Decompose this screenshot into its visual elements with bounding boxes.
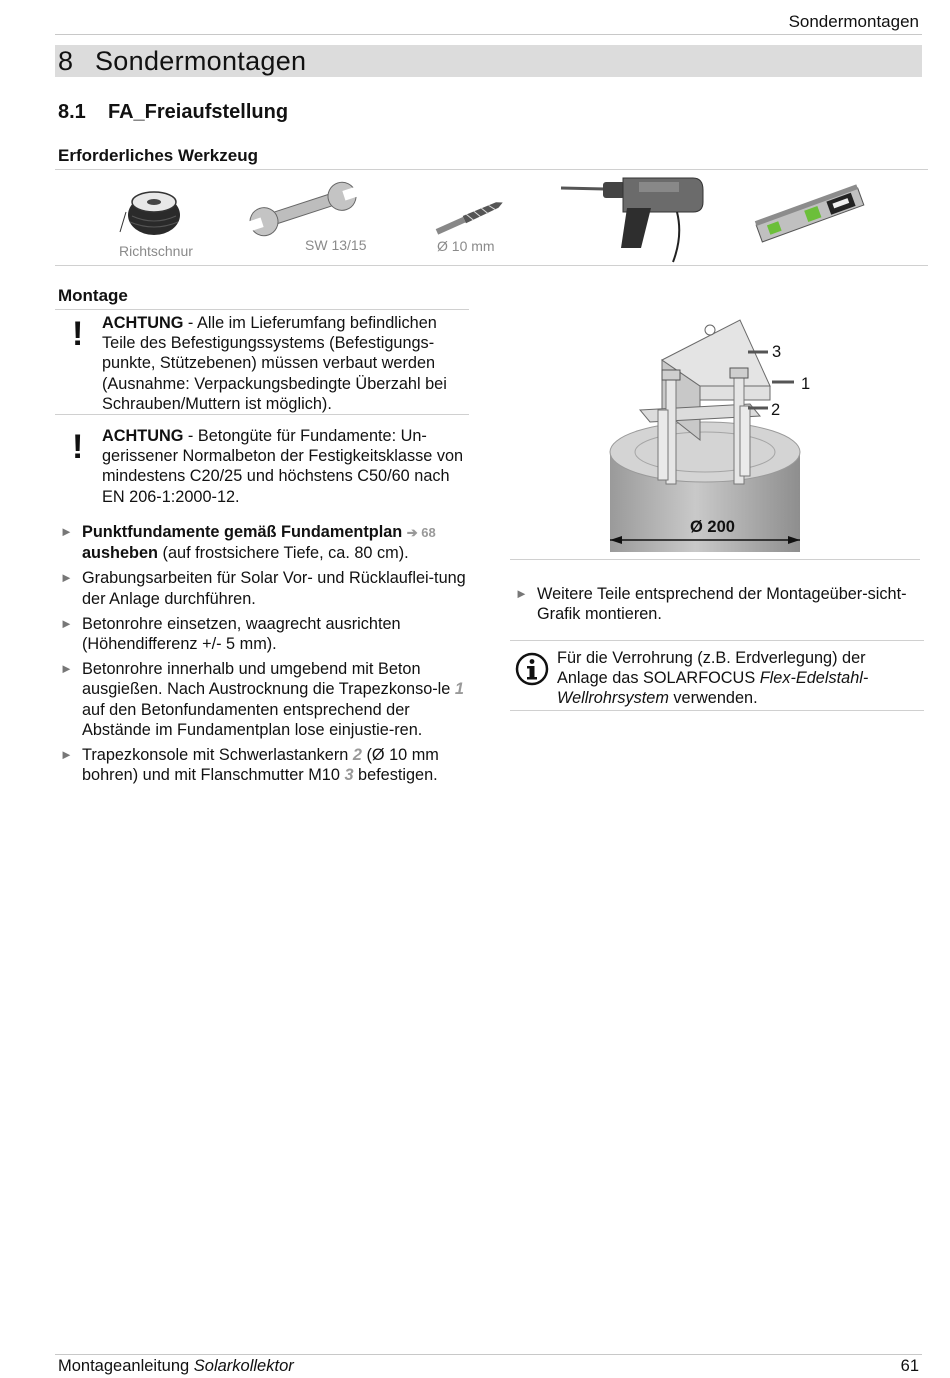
warning-body: - Alle im Lieferumfang befindlichen Teile des Befestigungssystems (Befestigungs-punkte, Stützebenen) müssen verbaut werden (Ausnahme: Verpackungsbedingte Überzahl bei Schrauben/Muttern ist möglich). xyxy=(102,314,447,413)
callout-label: 2 xyxy=(771,401,781,419)
tool-caption-string-line: Richtschnur xyxy=(119,243,193,259)
page-number: 61 xyxy=(900,1357,919,1375)
step-list xyxy=(60,522,470,790)
bullet-triangle-icon: ► xyxy=(60,747,73,763)
drill-bit-icon xyxy=(428,198,508,238)
footer-title-italic: Solarkollektor xyxy=(193,1357,294,1375)
warning-body: - Betongüte für Fundamente: Un-gerissener Normalbeton der Festigkeitsklasse von mindestens C20/25 und höchstens C50/60 nach EN 206-1:2000-12. xyxy=(102,427,464,506)
figure-divider xyxy=(510,559,920,560)
footer-divider xyxy=(55,1354,922,1355)
step-text: befestigen. xyxy=(353,766,438,785)
chapter-title xyxy=(58,45,306,77)
step-text: Trapezkonsole mit Schwerlastankern xyxy=(82,746,353,765)
tool-caption-drill-bit: Ø 10 mm xyxy=(437,238,495,254)
chapter-title-text: Sondermontagen xyxy=(95,46,307,76)
warning-label: ACHTUNG xyxy=(102,314,184,332)
warning-text xyxy=(102,313,472,414)
bullet-triangle-icon: ► xyxy=(60,661,73,677)
warning-box xyxy=(55,426,469,508)
warning-divider xyxy=(55,414,469,415)
footer-title-text: Montageanleitung xyxy=(58,1357,194,1375)
section-number: 8.1 xyxy=(58,101,86,123)
exclamation-icon: ! xyxy=(72,315,84,353)
tools-heading: Erforderliches Werkzeug xyxy=(58,146,258,165)
exclamation-icon: ! xyxy=(72,428,84,466)
info-top-divider xyxy=(510,640,924,641)
open-end-wrench-icon xyxy=(244,178,362,240)
warning-label: ACHTUNG xyxy=(102,427,184,445)
footer-title xyxy=(58,1357,294,1376)
power-drill-icon xyxy=(557,172,707,264)
info-box xyxy=(510,645,924,709)
info-text-part: Für die Verrohrung (z.B. Erdverlegung) der Anlage das SOLARFOCUS xyxy=(557,649,866,688)
position-number: 2 xyxy=(352,746,362,765)
list-item xyxy=(60,522,470,563)
step-text: (Ø 10 mm bohren) und mit Flanschmutter M10 xyxy=(82,746,439,785)
tools-bottom-divider xyxy=(55,265,928,266)
page-reference-link[interactable]: ➔ 68 xyxy=(406,525,436,540)
step-bold-text: Punktfundamente gemäß Fundamentplan xyxy=(82,523,403,541)
step-text: Weitere Teile entsprechend der Montageüber-sicht-Grafik montieren. xyxy=(537,585,907,624)
list-item xyxy=(60,659,470,740)
step-text: auf den Betonfundamenten entsprechend der Abstände im Fundamentplan lose einjustie-ren. xyxy=(82,700,423,739)
bullet-triangle-icon: ► xyxy=(60,615,73,631)
header-divider xyxy=(55,34,922,35)
list-item xyxy=(60,745,470,785)
montage-heading: Montage xyxy=(58,286,128,305)
list-item xyxy=(515,584,927,624)
section-title xyxy=(58,101,288,124)
step-bold-text: ausheben xyxy=(82,544,159,563)
position-number: 1 xyxy=(454,680,464,699)
warning-text xyxy=(102,426,472,507)
bullet-triangle-icon: ► xyxy=(60,570,73,586)
info-icon xyxy=(515,652,549,686)
callout-label: 1 xyxy=(801,375,811,393)
step-text: Betonrohre innerhalb und umgebend mit Beton ausgießen. Nach Austrocknung die Trapezkonso-le xyxy=(82,660,455,699)
position-number: 3 xyxy=(344,766,354,785)
bullet-triangle-icon: ► xyxy=(60,524,73,539)
section-title-text: FA_Freiaufstellung xyxy=(108,101,289,123)
info-text-part: verwenden. xyxy=(668,689,758,708)
step-text: (auf frostsichere Tiefe, ca. 80 cm). xyxy=(158,544,409,563)
list-item xyxy=(60,614,470,654)
tool-caption-wrench: SW 13/15 xyxy=(305,237,367,253)
running-header: Sondermontagen xyxy=(788,12,919,31)
info-text-italic: Flex-Edelstahl-Wellrohrsystem xyxy=(557,669,869,708)
step-text: Betonrohre einsetzen, waagrecht ausrichten (Höhendifferenz +/- 5 mm). xyxy=(82,614,401,654)
info-text xyxy=(557,648,917,709)
diameter-dimension: Ø 200 xyxy=(690,518,735,536)
info-bottom-divider xyxy=(510,710,924,711)
warning-box xyxy=(55,313,469,413)
list-item xyxy=(60,568,470,608)
spirit-level-icon xyxy=(752,180,868,250)
chapter-number: 8 xyxy=(58,46,74,76)
callout-label: 3 xyxy=(772,343,782,361)
montage-divider xyxy=(55,309,469,310)
step-text: Grabungsarbeiten für Solar Vor- und Rücklauflei-tung der Anlage durchführen. xyxy=(82,569,466,608)
bullet-triangle-icon: ► xyxy=(515,586,528,601)
string-line-reel-icon xyxy=(118,182,190,238)
tools-top-divider xyxy=(55,169,928,170)
